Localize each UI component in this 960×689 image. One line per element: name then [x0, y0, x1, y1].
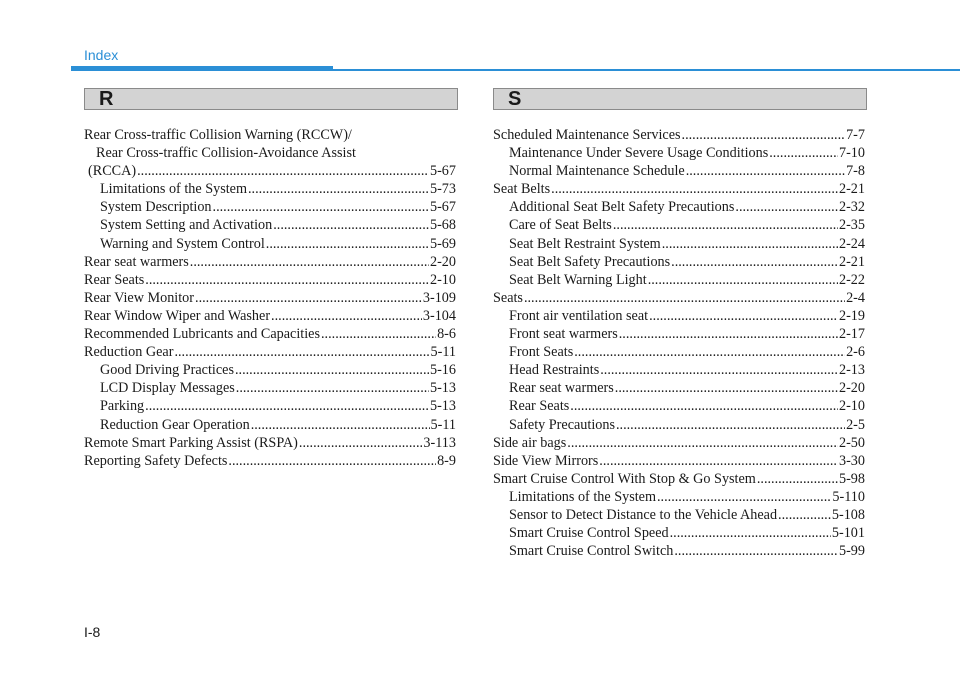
index-entry-text: Rear Cross-traffic Collision-Avoidance Assist	[96, 145, 356, 162]
index-entry-text: Seat Belts	[493, 181, 551, 198]
index-entry-text: Reporting Safety Defects	[84, 452, 228, 469]
index-entry[interactable]	[493, 542, 865, 560]
leader-dots	[574, 343, 845, 361]
leader-dots	[145, 397, 429, 415]
index-entry-page: 5-67	[429, 199, 456, 216]
index-entry-page: 2-20	[429, 253, 456, 270]
index-entry-page: 2-19	[838, 307, 865, 324]
leader-dots	[599, 452, 838, 470]
leader-dots	[551, 180, 838, 198]
leader-dots	[649, 307, 838, 325]
index-entry-text: Limitations of the System	[509, 488, 656, 505]
index-entry-text: Warning and System Control	[100, 235, 265, 252]
index-entry[interactable]	[493, 198, 865, 216]
leader-dots	[251, 416, 430, 434]
leader-dots	[686, 162, 845, 180]
index-entry[interactable]	[84, 216, 456, 234]
index-entry-page: 5-11	[430, 416, 456, 433]
leader-dots	[524, 289, 845, 307]
index-entry[interactable]	[84, 180, 456, 198]
index-entry[interactable]	[84, 271, 456, 289]
index-entry-text: Reduction Gear Operation	[100, 416, 250, 433]
index-entry-text: Normal Maintenance Schedule	[509, 163, 685, 180]
leader-dots	[273, 216, 429, 234]
index-entry-text: Parking	[100, 398, 145, 415]
index-entry[interactable]	[493, 397, 865, 415]
index-entry[interactable]	[493, 307, 865, 325]
leader-dots	[616, 416, 845, 434]
index-entry[interactable]	[493, 343, 865, 361]
index-entry-text: Rear Seats	[509, 398, 570, 415]
index-entry[interactable]	[493, 488, 865, 506]
index-entry[interactable]	[493, 253, 865, 271]
index-entry-text: Smart Cruise Control Switch	[509, 543, 674, 560]
index-entry-text: System Setting and Activation	[100, 217, 273, 234]
index-entry-text: Rear View Monitor	[84, 289, 195, 306]
leader-dots	[228, 452, 436, 470]
index-entry-page: 2-10	[429, 271, 456, 288]
index-entry-page: 5-13	[429, 380, 456, 397]
index-entry[interactable]	[493, 289, 865, 307]
index-entry[interactable]	[493, 506, 865, 524]
index-entry-text: Side air bags	[493, 434, 567, 451]
index-entry-page: 5-13	[429, 398, 456, 415]
index-entry-page: 3-104	[422, 307, 456, 324]
index-entry-page: 3-109	[422, 289, 456, 306]
index-entry-text: Front Seats	[509, 344, 574, 361]
leader-dots	[674, 542, 838, 560]
index-entry-page: 5-16	[429, 362, 456, 379]
index-entry-text: Seat Belt Restraint System	[509, 235, 661, 252]
leader-dots	[321, 325, 436, 343]
index-entry-page: 5-98	[838, 470, 865, 487]
index-entry-page: 7-7	[846, 127, 865, 143]
index-entry[interactable]	[84, 379, 456, 397]
index-entry[interactable]	[493, 470, 865, 488]
index-entry-text: Smart Cruise Control Speed	[509, 525, 669, 542]
index-entry-text: Seat Belt Warning Light	[509, 271, 647, 288]
leader-dots	[195, 289, 422, 307]
index-entry[interactable]	[493, 162, 865, 180]
leader-dots	[735, 198, 838, 216]
index-entry-page: 2-24	[838, 235, 865, 252]
index-entry[interactable]	[84, 343, 456, 361]
index-entry-page: 3-113	[423, 434, 456, 451]
index-entry-text: Reduction Gear	[84, 344, 174, 361]
index-entry-page: 7-10	[838, 145, 865, 162]
index-entry-page: 5-11	[430, 344, 456, 361]
index-entry[interactable]	[84, 307, 456, 325]
index-entry[interactable]	[84, 198, 456, 216]
leader-dots	[570, 397, 838, 415]
index-entry[interactable]	[84, 434, 456, 452]
index-entry[interactable]	[493, 271, 865, 289]
index-entry[interactable]	[84, 416, 456, 434]
index-entry-page: 5-108	[831, 506, 865, 523]
index-entry-page: 5-69	[429, 235, 456, 252]
index-entry[interactable]	[493, 180, 865, 198]
index-entry[interactable]	[84, 289, 456, 307]
index-entry-text: Limitations of the System	[100, 181, 247, 198]
index-entry[interactable]	[493, 524, 865, 542]
index-entry-text: Smart Cruise Control With Stop & Go System	[493, 470, 756, 487]
leader-dots	[567, 434, 838, 452]
index-entry-text: Rear Window Wiper and Washer	[84, 307, 271, 324]
index-entry[interactable]	[493, 361, 865, 379]
index-entry-page: 5-110	[832, 488, 865, 505]
leader-dots	[145, 271, 429, 289]
index-entry-text: Seats	[493, 289, 523, 306]
index-entry-text: (RCCA)	[88, 163, 137, 180]
index-entry-text: Care of Seat Belts	[509, 217, 612, 234]
index-entry-page: 2-10	[838, 398, 865, 415]
index-entry-page: 2-21	[838, 253, 865, 270]
leader-dots	[236, 379, 429, 397]
index-entry-page: 2-32	[838, 199, 865, 216]
index-entry[interactable]	[493, 434, 865, 452]
leader-dots	[671, 253, 838, 271]
index-entry-page: 5-67	[429, 163, 456, 180]
index-entry-text: Scheduled Maintenance Services	[493, 127, 681, 143]
index-entry-page: 2-6	[846, 344, 865, 361]
index-entry-page: 5-68	[429, 217, 456, 234]
index-entry[interactable]	[84, 253, 456, 271]
index-entry-text: Rear seat warmers	[509, 380, 614, 397]
index-entry-page: 2-22	[838, 271, 865, 288]
index-entry-page: 2-21	[838, 181, 865, 198]
index-entry-page: 2-5	[846, 416, 865, 433]
index-entry-text: Rear Cross-traffic Collision Warning (RCCW)/	[84, 127, 352, 143]
index-entry[interactable]	[84, 162, 456, 180]
index-entry-text: Head Restraints	[509, 362, 600, 379]
index-entry-page: 2-35	[838, 217, 865, 234]
index-entry-page: 2-4	[846, 289, 865, 306]
index-entry-page: 2-17	[838, 326, 865, 343]
index-entry[interactable]	[84, 361, 456, 379]
index-entry[interactable]	[84, 397, 456, 415]
leader-dots	[213, 198, 429, 216]
index-entry-text: Front air ventilation seat	[509, 307, 649, 324]
section-letter-s: S	[508, 88, 522, 110]
index-entry[interactable]	[493, 126, 865, 144]
header-rule-thin	[333, 69, 960, 71]
leader-dots	[190, 253, 429, 271]
header-rule-thick	[71, 66, 333, 71]
leader-dots	[757, 470, 838, 488]
index-entry[interactable]	[493, 144, 865, 162]
section-letter-r: R	[99, 88, 114, 110]
leader-dots	[670, 524, 831, 542]
index-entry-text: System Description	[100, 199, 212, 216]
index-entry-text: Sensor to Detect Distance to the Vehicle Ahead	[509, 506, 778, 523]
index-entry-page: 2-50	[838, 434, 865, 451]
index-entry-page: 3-30	[838, 452, 865, 469]
index-entry-text: Remote Smart Parking Assist (RSPA)	[84, 434, 298, 451]
leader-dots	[662, 235, 838, 253]
index-entry[interactable]	[493, 452, 865, 470]
leader-dots	[648, 271, 838, 289]
index-entry-page: 8-6	[437, 326, 456, 343]
index-entry-text: Rear seat warmers	[84, 253, 189, 270]
leader-dots	[600, 361, 838, 379]
index-entry[interactable]	[493, 416, 865, 434]
index-entry-text: Recommended Lubricants and Capacities	[84, 326, 320, 343]
section-bar-s	[493, 88, 867, 110]
index-entry[interactable]	[493, 235, 865, 253]
index-entry-text: Side View Mirrors	[493, 452, 599, 469]
index-entry[interactable]	[84, 325, 456, 343]
index-column-right	[493, 126, 865, 560]
leader-dots	[682, 126, 846, 144]
index-entry-text: Good Driving Practices	[100, 362, 234, 379]
section-bar-r	[84, 88, 458, 110]
index-entry[interactable]	[84, 452, 456, 470]
index-entry-text: Safety Precautions	[509, 416, 615, 433]
index-entry-text: Rear Seats	[84, 271, 145, 288]
leader-dots	[174, 343, 429, 361]
index-entry-text: LCD Display Messages	[100, 380, 235, 397]
index-entry-page: 5-73	[429, 181, 456, 198]
index-entry-page: 7-8	[846, 163, 865, 180]
leader-dots	[657, 488, 831, 506]
leader-dots	[778, 506, 831, 524]
index-entry-page: 5-101	[831, 525, 865, 542]
index-entry-text: Additional Seat Belt Safety Precautions	[509, 199, 735, 216]
leader-dots	[769, 144, 838, 162]
leader-dots	[266, 235, 429, 253]
leader-dots	[615, 379, 838, 397]
index-entry-text: Front seat warmers	[509, 326, 618, 343]
index-entry-text: Maintenance Under Severe Usage Conditions	[509, 145, 769, 162]
index-entry[interactable]	[493, 379, 865, 397]
index-entry-page: 5-99	[838, 543, 865, 560]
index-entry-page: 8-9	[437, 452, 456, 469]
leader-dots	[137, 162, 429, 180]
leader-dots	[613, 216, 838, 234]
leader-dots	[619, 325, 838, 343]
index-entry[interactable]	[493, 325, 865, 343]
leader-dots	[235, 361, 429, 379]
index-entry-text: Seat Belt Safety Precautions	[509, 253, 671, 270]
leader-dots	[248, 180, 429, 198]
leader-dots	[299, 434, 423, 452]
index-entry[interactable]	[493, 216, 865, 234]
index-entry[interactable]	[84, 235, 456, 253]
header-index-label: Index	[84, 47, 119, 63]
index-entry-page: 2-20	[838, 380, 865, 397]
leader-dots	[271, 307, 422, 325]
index-column-left	[84, 126, 456, 470]
page-number: I-8	[84, 624, 101, 640]
index-entry-page: 2-13	[838, 362, 865, 379]
